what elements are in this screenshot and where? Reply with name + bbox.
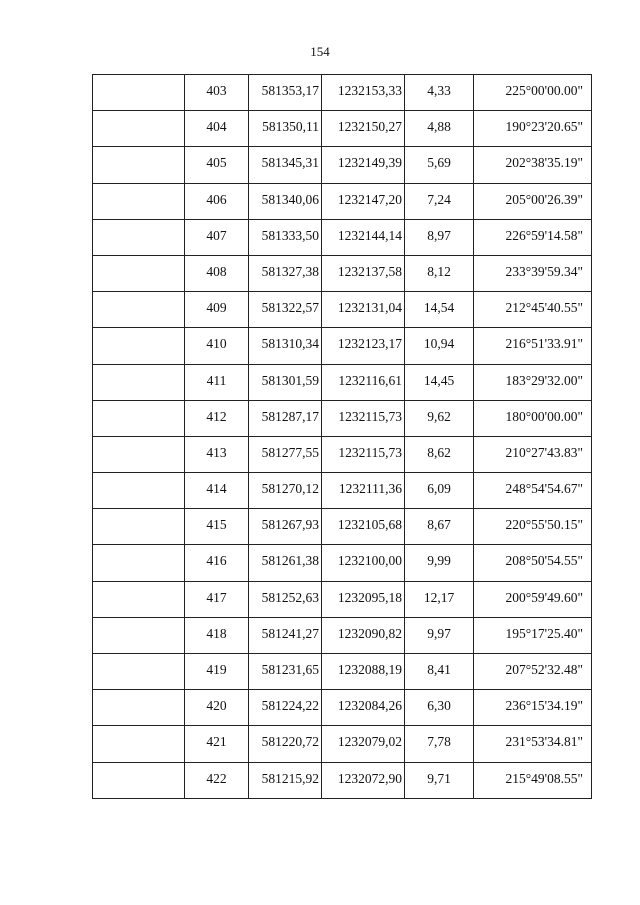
point-number-cell xyxy=(185,328,249,364)
distance-text: 12,17 xyxy=(423,589,455,605)
direction-angle-cell xyxy=(474,509,592,545)
y-coordinate-cell xyxy=(322,762,405,798)
distance-cell xyxy=(405,436,474,472)
direction-angle-cell xyxy=(474,219,592,255)
distance-text: 4,88 xyxy=(427,119,451,135)
distance-text: 8,97 xyxy=(427,227,451,243)
blank-cell xyxy=(93,617,185,653)
x-coordinate-cell xyxy=(249,111,322,147)
direction-angle-cell xyxy=(474,762,592,798)
table-row xyxy=(93,75,592,111)
y-coordinate-text: 1232144,14 xyxy=(337,227,402,243)
point-number-text: 418 xyxy=(206,625,227,641)
blank-cell xyxy=(93,436,185,472)
table-row xyxy=(93,581,592,617)
x-coordinate-cell xyxy=(249,364,322,400)
x-coordinate-text: 581215,92 xyxy=(261,770,319,786)
direction-angle-cell xyxy=(474,400,592,436)
direction-angle-cell xyxy=(474,654,592,690)
point-number-text: 404 xyxy=(206,119,227,135)
distance-cell xyxy=(405,654,474,690)
x-coordinate-text: 581220,72 xyxy=(261,734,319,750)
x-coordinate-cell xyxy=(249,328,322,364)
distance-cell xyxy=(405,147,474,183)
x-coordinate-cell xyxy=(249,690,322,726)
table-row xyxy=(93,328,592,364)
direction-angle-cell xyxy=(474,690,592,726)
blank-cell xyxy=(93,292,185,328)
table-row xyxy=(93,473,592,509)
y-coordinate-cell xyxy=(322,400,405,436)
y-coordinate-cell xyxy=(322,75,405,111)
y-coordinate-text: 1232149,39 xyxy=(337,155,402,171)
x-coordinate-text: 581353,17 xyxy=(261,83,319,98)
direction-angle-cell xyxy=(474,111,592,147)
distance-text: 7,78 xyxy=(427,734,451,750)
x-coordinate-text: 581287,17 xyxy=(261,408,319,424)
y-coordinate-text: 1232131,04 xyxy=(337,300,402,316)
distance-cell xyxy=(405,473,474,509)
distance-cell xyxy=(405,726,474,762)
x-coordinate-cell xyxy=(249,255,322,291)
x-coordinate-text: 581241,27 xyxy=(261,625,319,641)
y-coordinate-text: 1232079,02 xyxy=(337,734,402,750)
table-row xyxy=(93,111,592,147)
y-coordinate-cell xyxy=(322,183,405,219)
distance-cell xyxy=(405,255,474,291)
point-number-cell xyxy=(185,255,249,291)
y-coordinate-text: 1232100,00 xyxy=(337,553,402,569)
point-number-cell xyxy=(185,183,249,219)
point-number-cell xyxy=(185,436,249,472)
direction-angle-text: 220°55'50.15" xyxy=(505,517,583,533)
point-number-text: 403 xyxy=(206,83,227,98)
distance-cell xyxy=(405,762,474,798)
x-coordinate-cell xyxy=(249,509,322,545)
point-number-cell xyxy=(185,111,249,147)
x-coordinate-cell xyxy=(249,436,322,472)
distance-cell xyxy=(405,183,474,219)
y-coordinate-text: 1232137,58 xyxy=(337,263,402,279)
x-coordinate-cell xyxy=(249,726,322,762)
y-coordinate-cell xyxy=(322,436,405,472)
direction-angle-text: 190°23'20.65" xyxy=(505,119,583,135)
distance-cell xyxy=(405,219,474,255)
distance-text: 6,30 xyxy=(427,698,451,714)
point-number-cell xyxy=(185,364,249,400)
distance-cell xyxy=(405,545,474,581)
x-coordinate-cell xyxy=(249,219,322,255)
y-coordinate-cell xyxy=(322,545,405,581)
direction-angle-text: 207°52'32.48" xyxy=(505,662,583,677)
y-coordinate-text: 1232095,18 xyxy=(337,589,402,605)
x-coordinate-text: 581270,12 xyxy=(261,481,319,497)
point-number-text: 420 xyxy=(206,698,227,714)
point-number-text: 407 xyxy=(206,227,227,243)
point-number-text: 410 xyxy=(206,336,227,352)
blank-cell xyxy=(93,690,185,726)
direction-angle-cell xyxy=(474,436,592,472)
y-coordinate-text: 1232150,27 xyxy=(337,119,402,135)
distance-cell xyxy=(405,328,474,364)
distance-text: 8,12 xyxy=(427,263,451,279)
page-number: 154 xyxy=(310,44,330,59)
y-coordinate-cell xyxy=(322,581,405,617)
direction-angle-cell xyxy=(474,726,592,762)
blank-cell xyxy=(93,75,185,111)
distance-cell xyxy=(405,364,474,400)
point-number-cell xyxy=(185,726,249,762)
y-coordinate-cell xyxy=(322,328,405,364)
x-coordinate-text: 581345,31 xyxy=(261,155,319,171)
y-coordinate-cell xyxy=(322,617,405,653)
distance-cell xyxy=(405,292,474,328)
distance-text: 4,33 xyxy=(427,83,451,98)
table-row xyxy=(93,545,592,581)
point-number-text: 422 xyxy=(206,770,227,786)
table-row xyxy=(93,219,592,255)
point-number-text: 421 xyxy=(206,734,227,750)
x-coordinate-text: 581327,38 xyxy=(261,263,319,279)
direction-angle-text: 180°00'00.00" xyxy=(505,408,583,424)
blank-cell xyxy=(93,364,185,400)
y-coordinate-cell xyxy=(322,364,405,400)
table-row xyxy=(93,436,592,472)
point-number-cell xyxy=(185,473,249,509)
point-number-cell xyxy=(185,762,249,798)
y-coordinate-text: 1232147,20 xyxy=(337,191,402,207)
direction-angle-cell xyxy=(474,581,592,617)
x-coordinate-cell xyxy=(249,400,322,436)
point-number-text: 408 xyxy=(206,263,227,279)
direction-angle-text: 183°29'32.00" xyxy=(505,372,583,388)
y-coordinate-text: 1232090,82 xyxy=(337,625,402,641)
direction-angle-text: 195°17'25.40" xyxy=(505,625,583,641)
direction-angle-text: 212°45'40.55" xyxy=(505,300,583,316)
blank-cell xyxy=(93,147,185,183)
y-coordinate-cell xyxy=(322,147,405,183)
blank-cell xyxy=(93,654,185,690)
blank-cell xyxy=(93,762,185,798)
x-coordinate-cell xyxy=(249,545,322,581)
distance-text: 14,54 xyxy=(423,300,455,316)
point-number-cell xyxy=(185,147,249,183)
x-coordinate-text: 581261,38 xyxy=(261,553,319,569)
direction-angle-text: 200°59'49.60" xyxy=(505,589,583,605)
y-coordinate-text: 1232116,61 xyxy=(338,372,402,388)
x-coordinate-cell xyxy=(249,75,322,111)
x-coordinate-text: 581310,34 xyxy=(261,336,319,352)
distance-text: 8,41 xyxy=(427,662,451,677)
x-coordinate-text: 581267,93 xyxy=(261,517,319,533)
x-coordinate-cell xyxy=(249,617,322,653)
x-coordinate-text: 581350,11 xyxy=(262,119,319,135)
y-coordinate-text: 1232111,36 xyxy=(338,481,402,497)
direction-angle-text: 215°49'08.55" xyxy=(505,770,583,786)
point-number-cell xyxy=(185,690,249,726)
y-coordinate-text: 1232105,68 xyxy=(337,517,402,533)
x-coordinate-text: 581277,55 xyxy=(261,444,319,460)
table-row xyxy=(93,509,592,545)
point-number-cell xyxy=(185,75,249,111)
distance-text: 9,99 xyxy=(427,553,451,569)
direction-angle-text: 248°54'54.67" xyxy=(505,481,583,497)
point-number-cell xyxy=(185,292,249,328)
direction-angle-cell xyxy=(474,292,592,328)
table-row xyxy=(93,364,592,400)
table-row xyxy=(93,726,592,762)
y-coordinate-text: 1232084,26 xyxy=(337,698,402,714)
direction-angle-cell xyxy=(474,147,592,183)
distance-cell xyxy=(405,111,474,147)
point-number-text: 409 xyxy=(206,300,227,316)
distance-cell xyxy=(405,617,474,653)
distance-cell xyxy=(405,581,474,617)
point-number-text: 405 xyxy=(206,155,227,171)
direction-angle-text: 205°00'26.39" xyxy=(505,191,583,207)
blank-cell xyxy=(93,509,185,545)
point-number-cell xyxy=(185,617,249,653)
table-row xyxy=(93,654,592,690)
y-coordinate-text: 1232072,90 xyxy=(337,770,402,786)
distance-text: 6,09 xyxy=(427,481,451,497)
direction-angle-cell xyxy=(474,545,592,581)
direction-angle-text: 236°15'34.19" xyxy=(505,698,583,714)
blank-cell xyxy=(93,255,185,291)
distance-text: 8,62 xyxy=(427,444,451,460)
direction-angle-text: 231°53'34.81" xyxy=(505,734,583,750)
point-number-cell xyxy=(185,654,249,690)
x-coordinate-text: 581322,57 xyxy=(261,300,319,316)
direction-angle-text: 202°38'35.19" xyxy=(505,155,583,171)
blank-cell xyxy=(93,111,185,147)
point-number-cell xyxy=(185,400,249,436)
point-number-cell xyxy=(185,219,249,255)
point-number-text: 415 xyxy=(206,517,227,533)
distance-text: 9,62 xyxy=(427,408,451,424)
point-number-text: 416 xyxy=(206,553,227,569)
direction-angle-cell xyxy=(474,617,592,653)
y-coordinate-text: 1232115,73 xyxy=(338,444,402,460)
x-coordinate-cell xyxy=(249,654,322,690)
blank-cell xyxy=(93,473,185,509)
x-coordinate-text: 581333,50 xyxy=(261,227,319,243)
point-number-text: 412 xyxy=(206,408,227,424)
distance-cell xyxy=(405,400,474,436)
table-row xyxy=(93,292,592,328)
y-coordinate-cell xyxy=(322,111,405,147)
y-coordinate-cell xyxy=(322,473,405,509)
direction-angle-cell xyxy=(474,328,592,364)
point-number-cell xyxy=(185,545,249,581)
distance-text: 9,71 xyxy=(427,770,451,786)
distance-text: 5,69 xyxy=(427,155,451,171)
distance-cell xyxy=(405,690,474,726)
y-coordinate-cell xyxy=(322,219,405,255)
blank-cell xyxy=(93,545,185,581)
direction-angle-text: 233°39'59.34" xyxy=(505,263,583,279)
y-coordinate-text: 1232123,17 xyxy=(337,336,402,352)
direction-angle-text: 226°59'14.58" xyxy=(505,227,583,243)
point-number-text: 417 xyxy=(206,589,227,605)
direction-angle-text: 208°50'54.55" xyxy=(505,553,583,569)
table-row xyxy=(93,617,592,653)
table-row xyxy=(93,183,592,219)
x-coordinate-text: 581301,59 xyxy=(261,372,319,388)
direction-angle-cell xyxy=(474,255,592,291)
blank-cell xyxy=(93,726,185,762)
y-coordinate-cell xyxy=(322,509,405,545)
distance-cell xyxy=(405,509,474,545)
distance-text: 9,97 xyxy=(427,625,451,641)
y-coordinate-text: 1232153,33 xyxy=(337,83,402,98)
y-coordinate-text: 1232115,73 xyxy=(338,408,402,424)
table-row xyxy=(93,690,592,726)
point-number-text: 413 xyxy=(206,444,227,460)
coordinates-table-body xyxy=(93,75,592,799)
blank-cell xyxy=(93,183,185,219)
distance-cell xyxy=(405,75,474,111)
y-coordinate-cell xyxy=(322,654,405,690)
table-row xyxy=(93,147,592,183)
direction-angle-text: 210°27'43.83" xyxy=(505,444,583,460)
x-coordinate-cell xyxy=(249,473,322,509)
x-coordinate-cell xyxy=(249,147,322,183)
direction-angle-text: 216°51'33.91" xyxy=(505,336,583,352)
point-number-text: 419 xyxy=(206,662,227,677)
distance-text: 7,24 xyxy=(427,191,451,207)
x-coordinate-text: 581252,63 xyxy=(261,589,319,605)
distance-text: 10,94 xyxy=(423,336,455,352)
coordinates-table xyxy=(92,74,592,799)
distance-text: 8,67 xyxy=(427,517,451,533)
y-coordinate-text: 1232088,19 xyxy=(337,662,402,677)
point-number-cell xyxy=(185,581,249,617)
y-coordinate-cell xyxy=(322,255,405,291)
point-number-text: 414 xyxy=(206,481,227,497)
table-row xyxy=(93,255,592,291)
distance-text: 14,45 xyxy=(423,372,455,388)
direction-angle-cell xyxy=(474,473,592,509)
direction-angle-cell xyxy=(474,75,592,111)
x-coordinate-cell xyxy=(249,183,322,219)
x-coordinate-cell xyxy=(249,292,322,328)
blank-cell xyxy=(93,219,185,255)
y-coordinate-cell xyxy=(322,292,405,328)
x-coordinate-text: 581231,65 xyxy=(261,662,319,677)
x-coordinate-cell xyxy=(249,581,322,617)
table-row xyxy=(93,400,592,436)
direction-angle-cell xyxy=(474,364,592,400)
x-coordinate-text: 581340,06 xyxy=(261,191,319,207)
blank-cell xyxy=(93,581,185,617)
blank-cell xyxy=(93,328,185,364)
point-number-text: 411 xyxy=(206,372,227,388)
blank-cell xyxy=(93,400,185,436)
x-coordinate-text: 581224,22 xyxy=(261,698,319,714)
table-row xyxy=(93,762,592,798)
direction-angle-text: 225°00'00.00" xyxy=(505,83,583,98)
y-coordinate-cell xyxy=(322,690,405,726)
direction-angle-cell xyxy=(474,183,592,219)
y-coordinate-cell xyxy=(322,726,405,762)
point-number-cell xyxy=(185,509,249,545)
point-number-text: 406 xyxy=(206,191,227,207)
x-coordinate-cell xyxy=(249,762,322,798)
